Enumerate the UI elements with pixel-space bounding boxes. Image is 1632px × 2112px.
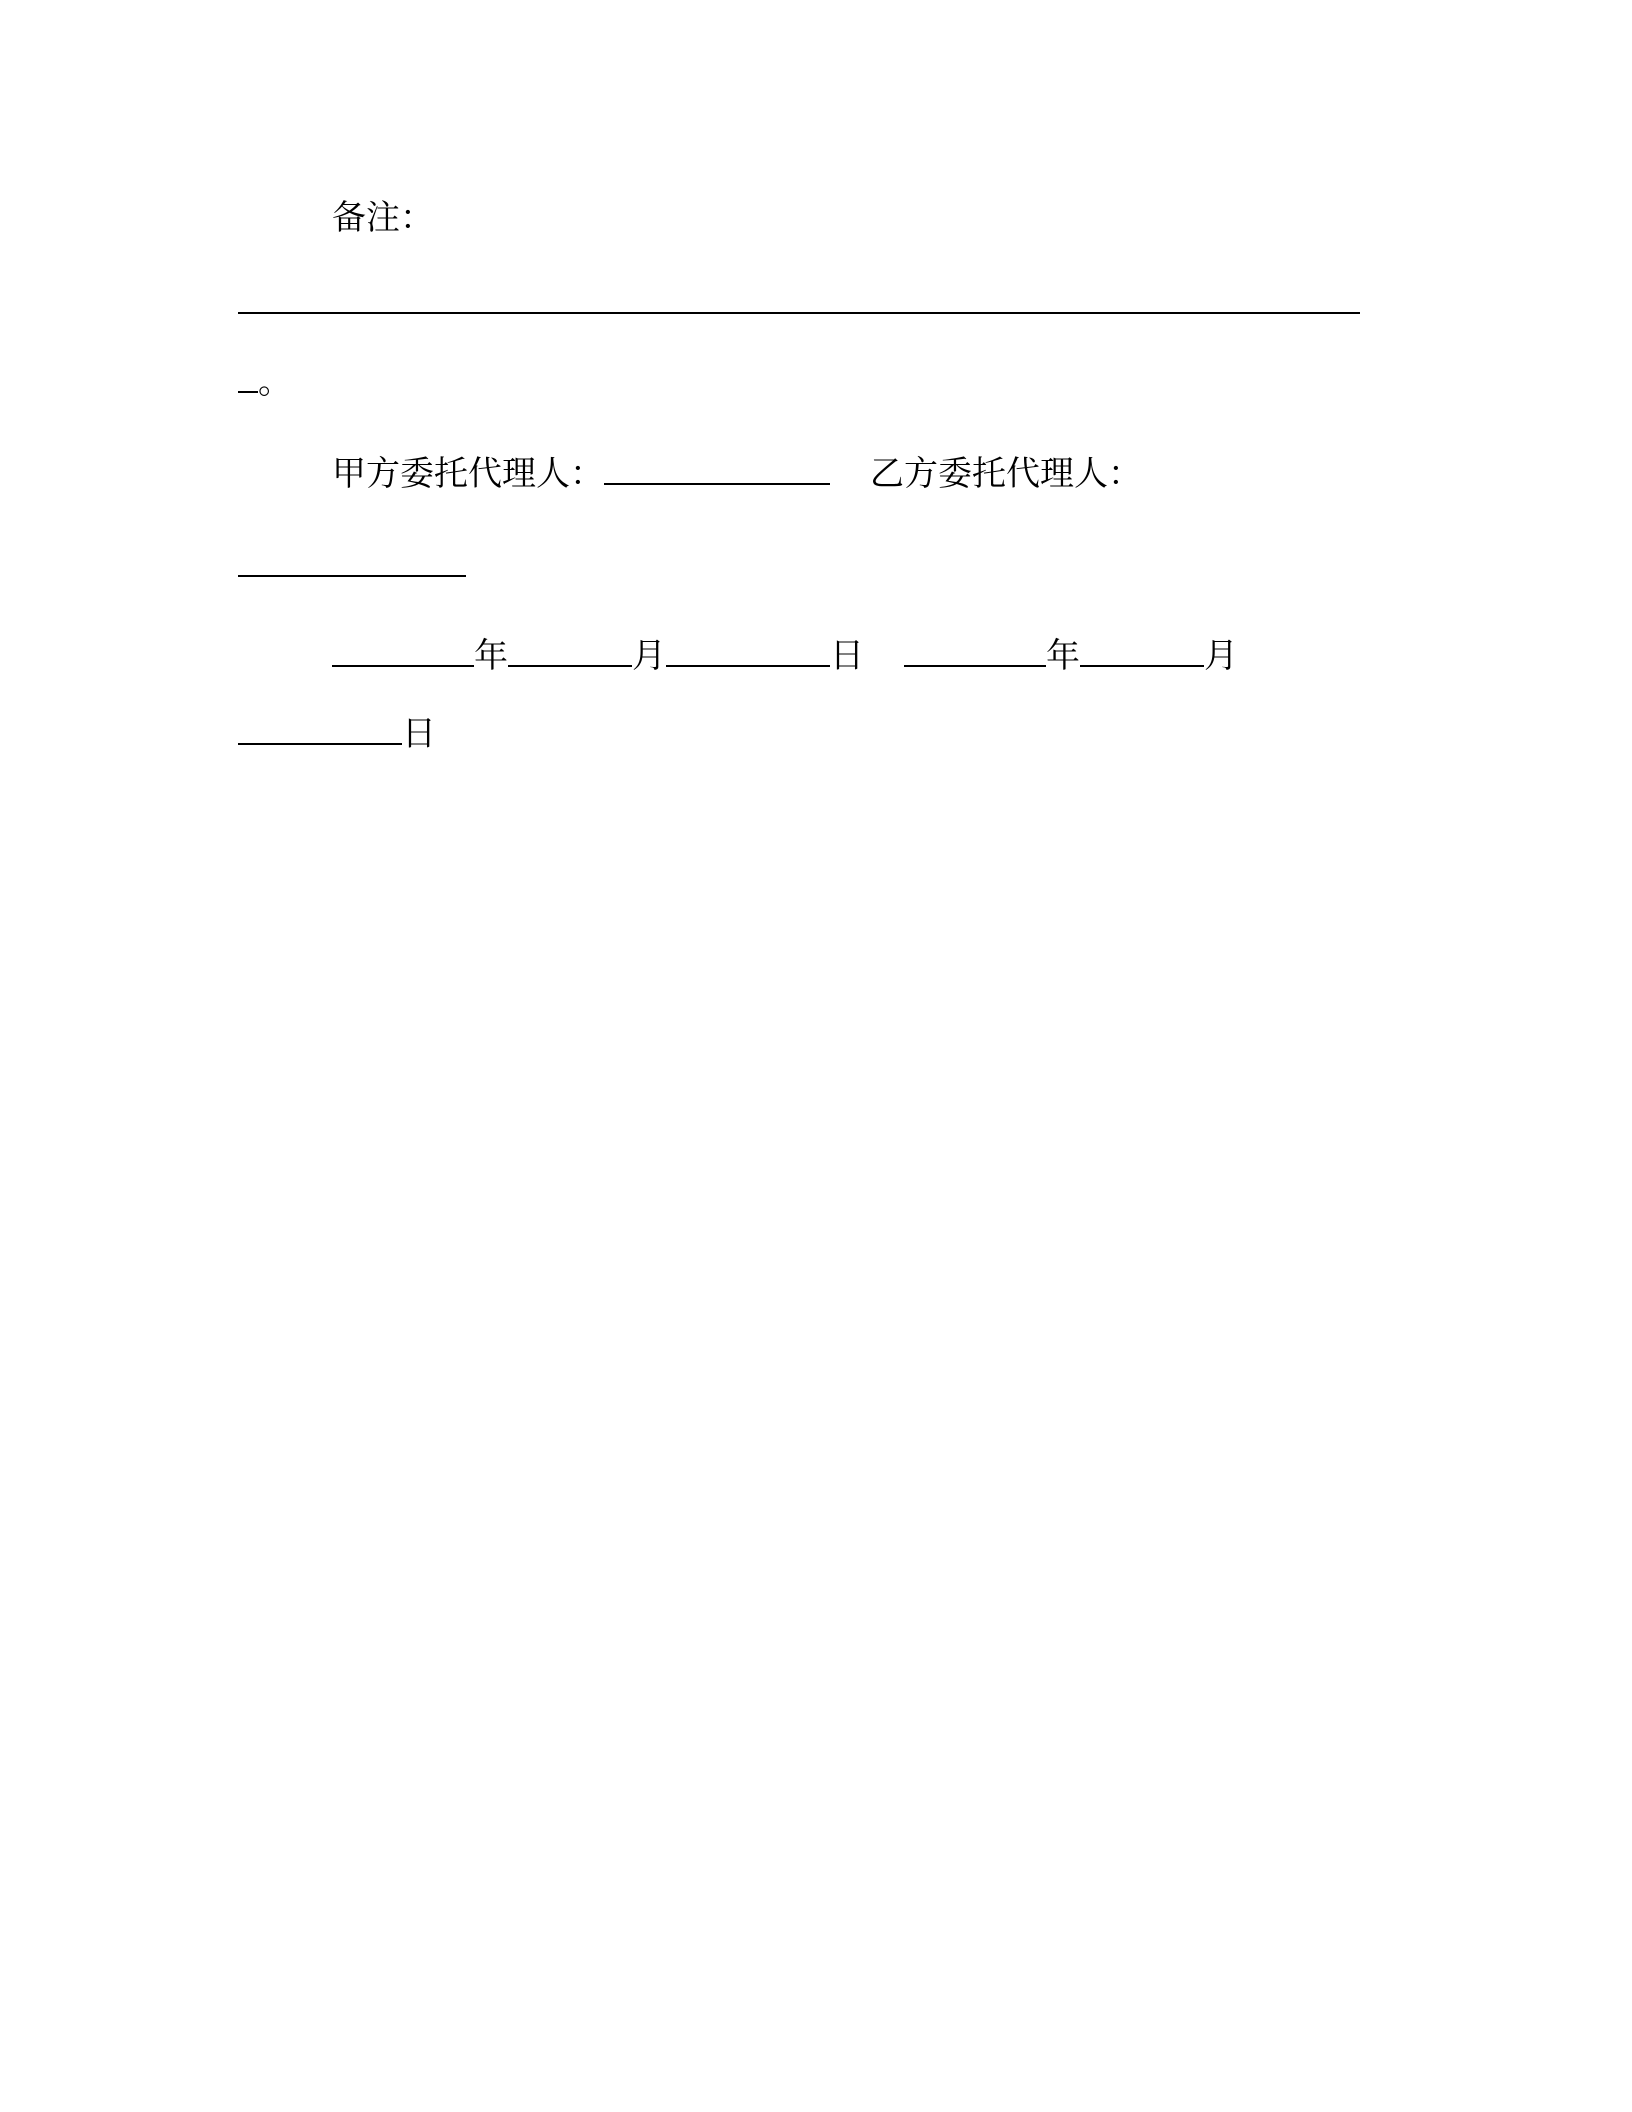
date-row bbox=[332, 634, 1238, 678]
remarks-end-punct: 。 bbox=[258, 362, 292, 402]
date-a-year-label: 年 bbox=[474, 636, 508, 676]
date-a-year-blank[interactable] bbox=[332, 635, 474, 667]
date-b-day-label: 日 bbox=[402, 714, 436, 754]
agent-a-label: 甲方委托代理人： bbox=[332, 454, 604, 494]
remarks-blank-tail[interactable] bbox=[238, 363, 258, 393]
date-a-day-blank[interactable] bbox=[666, 635, 830, 667]
date-b-year-label: 年 bbox=[1046, 636, 1080, 676]
date-b-year-blank[interactable] bbox=[904, 635, 1046, 667]
agent-b-blank[interactable] bbox=[238, 545, 466, 577]
date-a-month-blank[interactable] bbox=[508, 635, 632, 667]
date-b-month-label: 月 bbox=[1204, 636, 1238, 676]
remarks-label-text: 备注： bbox=[332, 198, 434, 238]
date-a-day-label: 日 bbox=[830, 636, 864, 676]
remarks-blank-line[interactable] bbox=[238, 312, 1360, 314]
remarks-label bbox=[332, 196, 434, 240]
date-b-day-row bbox=[238, 712, 436, 756]
date-b-day-blank[interactable] bbox=[238, 713, 402, 745]
date-b-month-blank[interactable] bbox=[1080, 635, 1204, 667]
agent-b-blank-row bbox=[238, 544, 466, 588]
date-a-month-label: 月 bbox=[632, 636, 666, 676]
agents-row bbox=[332, 452, 1142, 496]
agent-b-label: 乙方委托代理人： bbox=[870, 454, 1142, 494]
agent-a-blank[interactable] bbox=[604, 453, 830, 485]
remarks-continuation bbox=[238, 360, 292, 404]
